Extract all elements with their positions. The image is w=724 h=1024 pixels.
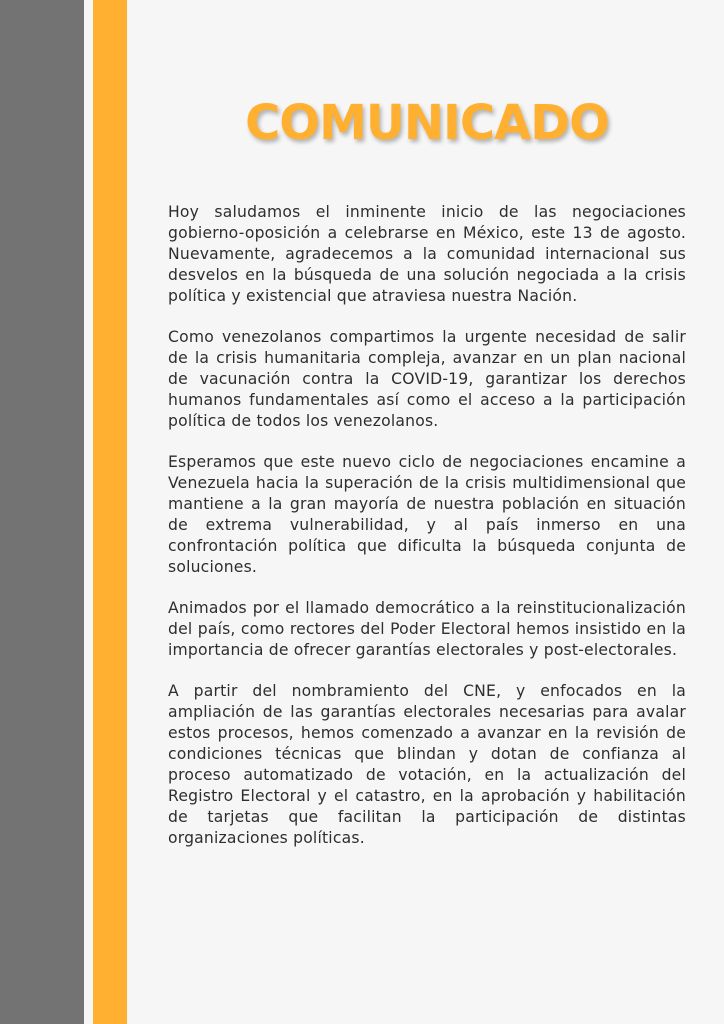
paragraph-4: Animados por el llamado democrático a la reinstitucionalización del país, como rectores del Poder Electoral hemos insistido en la importancia de ofrecer garantías electorales y post-electorales. — [168, 599, 686, 659]
paragraph-3: Esperamos que este nuevo ciclo de negociaciones encamine a Venezuela hacia la superación de la crisis multidimensional que mantiene a la gran mayoría de nuestra población en situación de extrema vulnerabilidad, y al país inmerso en una confrontación política que dificulta la búsqueda conjunta de soluciones. — [168, 453, 686, 576]
paragraph-2: Como venezolanos compartimos la urgente necesidad de salir de la crisis humanitaria compleja, avanzar en un plan nacional de vacunación contra la COVID-19, garantizar los derechos humanos fundamentales así como el acceso a la participación política de todos los venezolanos. — [168, 328, 686, 430]
paragraph-1: Hoy saludamos el inminente inicio de las negociaciones gobierno-oposición a celebrarse en México, este 13 de agosto. Nuevamente, agradecemos a la comunidad internacional sus desvelos en la búsqueda de una solución negociada a la crisis política y existencial que atraviesa nuestra Nación. — [168, 203, 686, 305]
left-orange-bar — [93, 0, 127, 1024]
left-gray-bar — [0, 0, 84, 1024]
paragraph-5: A partir del nombramiento del CNE, y enfocados en la ampliación de las garantías electorales necesarias para avalar estos procesos, hemos comenzado a avanzar en la revisión de condiciones técnicas que blindan y dotan de confianza al proceso automatizado de votación, en la actualización del Registro Electoral y el catastro, en la aprobación y habilitación de tarjetas que facilitan la participación de distintas organizaciones políticas. — [168, 682, 686, 847]
page-title: COMUNICADO — [245, 95, 609, 151]
body-text — [168, 202, 686, 869]
